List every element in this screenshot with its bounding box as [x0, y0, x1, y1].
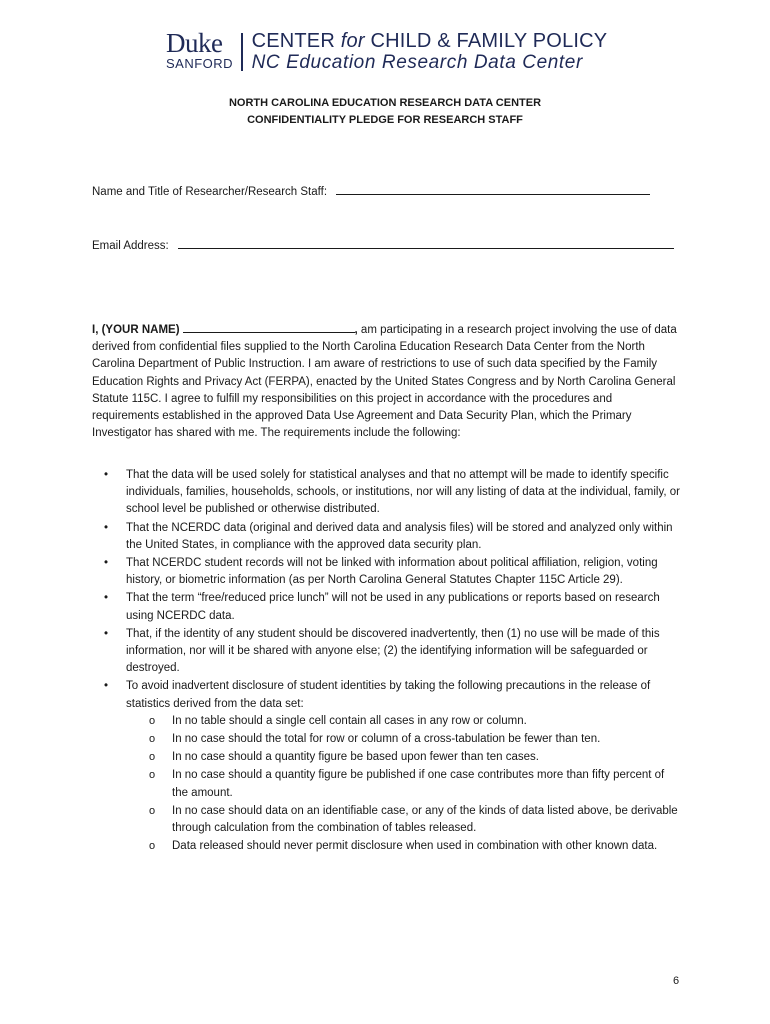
requirement-item-text: To avoid inadvertent disclosure of student identities by taking the following precautions in the release of statistics derived from the data set:: [126, 680, 651, 710]
your-name-label: I, (YOUR NAME): [92, 324, 180, 336]
duke-sanford-wordmark: [166, 30, 233, 71]
requirement-item: • That the term “free/reduced price lunch” will not be used in any publications or reports based on research using NCERDC data.: [92, 590, 682, 624]
page-number: 6: [673, 975, 680, 987]
name-title-blank[interactable]: [336, 182, 650, 195]
center-wordmark: [252, 30, 608, 74]
pledge-paragraph: [92, 320, 682, 442]
logo-divider: [241, 33, 243, 71]
requirement-item: • That the data will be used solely for statistical analyses and that no attempt will be made to identify specific individuals, families, households, schools, or institutions, nor will any listing of data at the individual, family, or school level be published or otherwise distributed.: [92, 467, 682, 519]
precaution-item: o In no table should a single cell contain all cases in any row or column.: [126, 713, 682, 730]
precaution-item: o In no case should the total for row or column of a cross-tabulation be fewer than ten.: [126, 731, 682, 748]
precaution-item: o In no case should data on an identifiable case, or any of the kinds of data listed above, be derivable through calculation from the combination of tables released.: [126, 803, 682, 837]
requirements-list: [92, 467, 682, 856]
email-label: Email Address:: [92, 240, 169, 252]
duke-ncerdc-logo: [166, 30, 607, 74]
email-field: [92, 236, 674, 254]
precaution-item: o Data released should never permit disclosure when used in combination with other known data.: [126, 838, 682, 855]
your-name-comma: ,: [354, 324, 358, 336]
precautions-list: [126, 713, 682, 856]
logo-ncerdc-name: NC Education Research Data Center: [251, 52, 583, 73]
pledge-text: am participating in a research project involving the use of data derived from confidential files supplied to the North Carolina Education Research Data Center from the North Carolina Department of Public Instruction. I am aware of restrictions to use of such data specified by the Family Education Rights and Privacy Act (FERPA), enacted by the United States Congress and by North Carolina General Statute 115C. I agree to fulfill my responsibilities on this project in accordance with the procedures and requirements established in the approved Data Use Agreement and Data Security Plan, which the Primary Investigator has shared with me. The requirements include the following:: [92, 324, 677, 440]
precaution-item: o In no case should a quantity figure be published if one case contributes more than fifty percent of the amount.: [126, 767, 682, 801]
name-title-field: [92, 182, 650, 200]
requirement-item: • That, if the identity of any student should be discovered inadvertently, then (1) no use will be made of this information, nor will it be shared with anyone else; (2) the identifying information will be safeguarded or destroyed.: [92, 626, 682, 678]
document-title-line2: CONFIDENTIALITY PLEDGE FOR RESEARCH STAFF: [247, 114, 523, 126]
requirement-item: • That NCERDC student records will not be linked with information about political affiliation, religion, voting history, or biometric information (as per North Carolina General Statutes Chapter 115C Article 29).: [92, 555, 682, 589]
precaution-item: o In no case should a quantity figure be based upon fewer than ten cases.: [126, 749, 682, 766]
logo-duke: Duke: [166, 28, 223, 58]
logo-sanford: SANFORD: [166, 56, 234, 71]
document-title-line1: NORTH CAROLINA EDUCATION RESEARCH DATA CENTER: [228, 97, 542, 109]
requirement-item-precautions: [92, 678, 682, 855]
name-title-label: Name and Title of Researcher/Research Staff:: [92, 186, 328, 198]
requirement-item: • That the NCERDC data (original and derived data and analysis files) will be stored and analyzed only within the United States, in compliance with the approved data security plan.: [92, 520, 682, 554]
your-name-blank[interactable]: [183, 320, 355, 333]
email-blank[interactable]: [178, 236, 674, 249]
logo-center-name: CENTER for CHILD & FAMILY POLICY: [251, 30, 608, 52]
